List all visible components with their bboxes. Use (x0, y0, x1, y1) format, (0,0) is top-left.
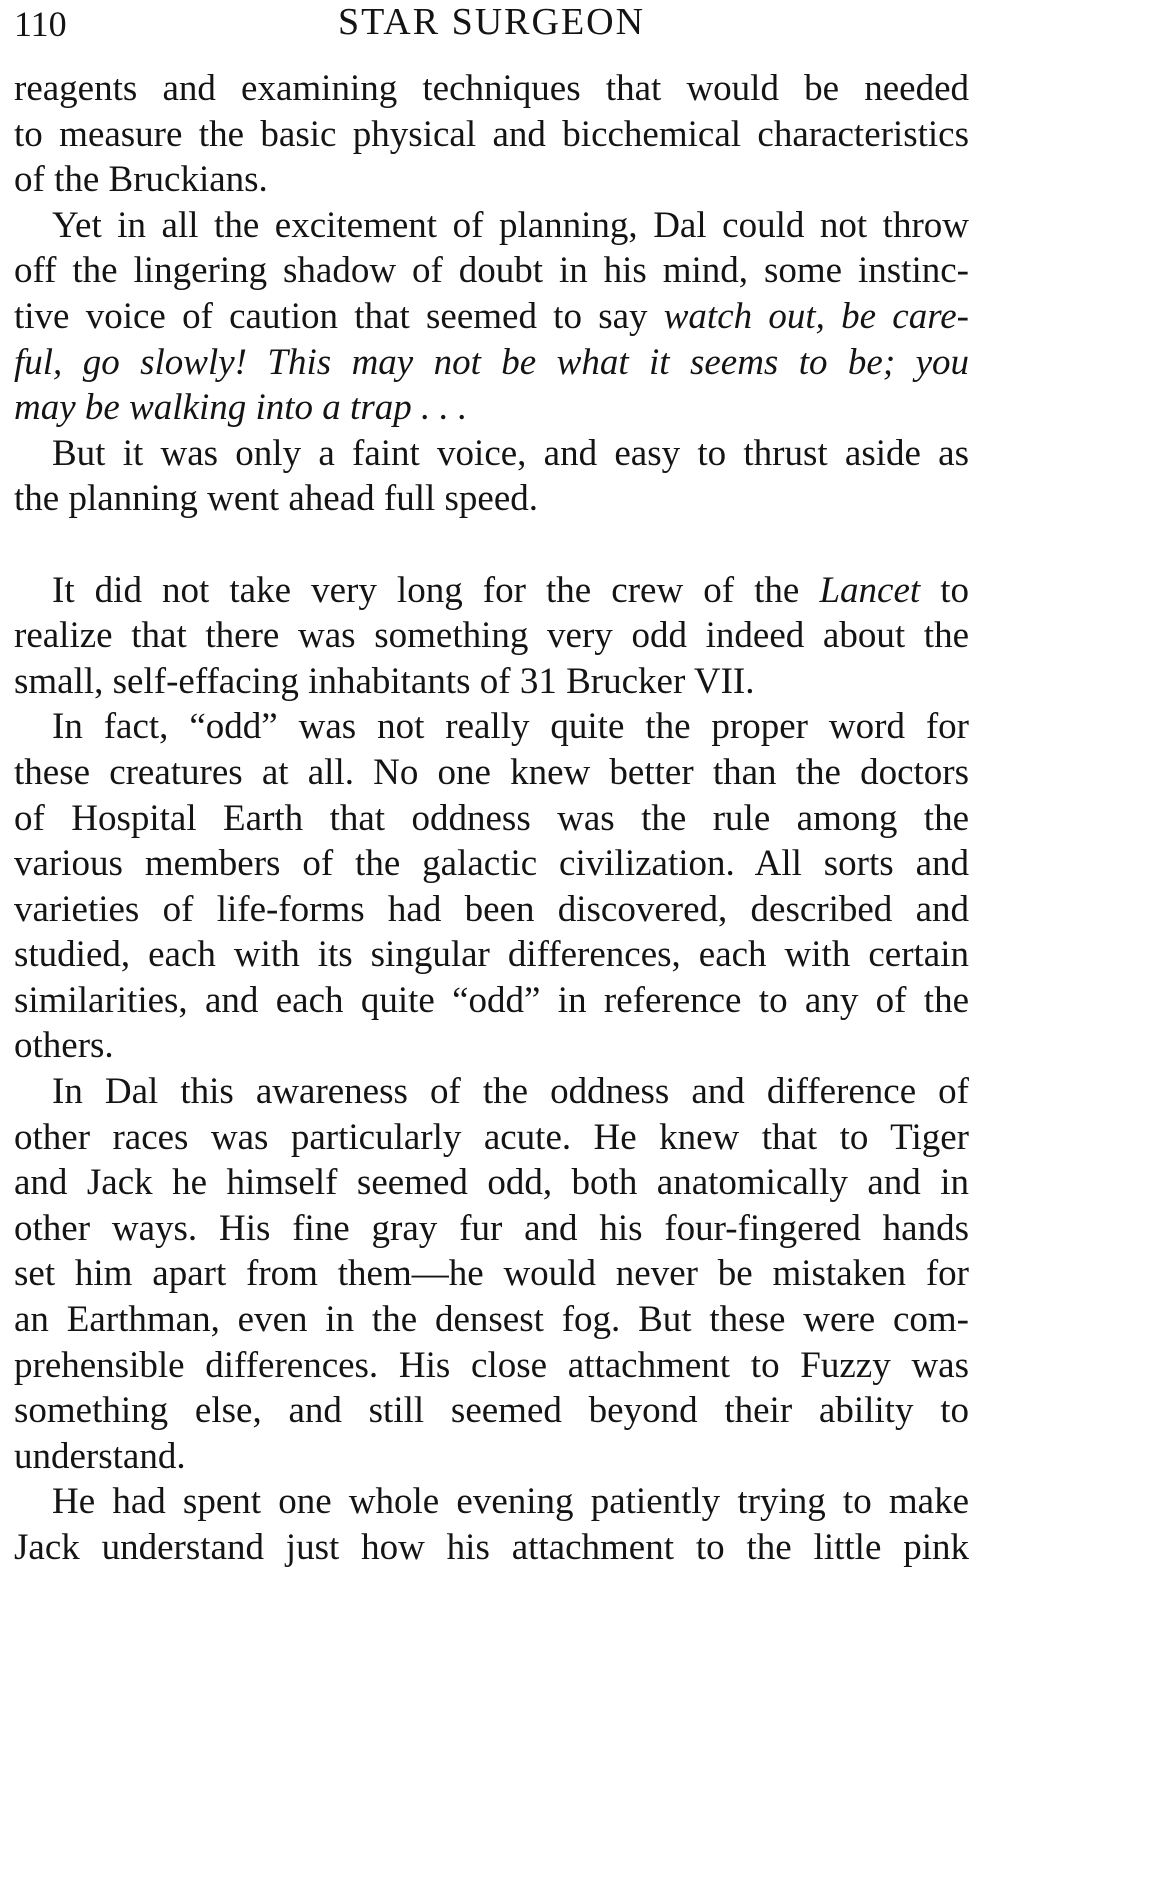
text-line: Jack understand just how his attachment to the little pink (14, 1527, 969, 1568)
text-line (14, 340, 969, 386)
text-line: varieties of life-forms had been discovered, described and (14, 888, 969, 930)
text-line: other races was particularly acute. He knew that to Tiger (14, 1116, 969, 1158)
text-line: prehensible differences. His close attachment to Fuzzy was (14, 1344, 969, 1386)
body-text (14, 66, 969, 1571)
text-line: these creatures at all. No one knew better than the doctors (14, 751, 969, 793)
text-line: and Jack he himself seemed odd, both anatomically and in (14, 1162, 969, 1204)
text-line: of Hospital Earth that oddness was the rule among the (14, 797, 969, 839)
italic-segment: Lancet (819, 569, 921, 611)
text-line: reagents and examining techniques that would be needed (14, 68, 969, 109)
text-line: of the Bruckians. (14, 159, 268, 201)
text-line: off the lingering shadow of doubt in his mind, some instinc- (14, 250, 969, 292)
text-line: small, self-effacing inhabitants of 31 Brucker VII. (14, 660, 755, 702)
italic-segment: may be walking into a trap . . . (14, 387, 468, 429)
text-line: Yet in all the excitement of planning, Dal could not throw (52, 204, 969, 246)
page-header (14, 0, 974, 48)
text-line (14, 568, 969, 614)
text-line: others. (14, 1025, 114, 1067)
text-segment: tive voice of caution that seemed to say (14, 295, 664, 337)
text-segment: to (920, 569, 969, 611)
page-number: 110 (14, 4, 67, 44)
italic-segment: watch out, be care- (663, 295, 969, 337)
text-line: studied, each with its singular differences, each with certain (14, 934, 969, 976)
italic-segment: ful, go slowly! This may not be what it seems to be; you (14, 341, 969, 383)
text-segment: It did not take very long for the crew of the (52, 569, 820, 611)
text-line: to measure the basic physical and bicchemical characteristics (14, 113, 969, 155)
running-title: STAR SURGEON (338, 1, 646, 43)
text-line: similarities, and each quite “odd” in reference to any of the (14, 979, 969, 1021)
text-line: something else, and still seemed beyond their ability to (14, 1390, 969, 1432)
text-line (14, 385, 969, 431)
section-break (14, 522, 969, 568)
text-line (14, 294, 969, 340)
text-line: In Dal this awareness of the oddness and difference of (52, 1071, 969, 1113)
text-line: other ways. His fine gray fur and his four-fingered hands (14, 1207, 969, 1249)
text-line: various members of the galactic civilization. All sorts and (14, 843, 969, 885)
text-line: the planning went ahead full speed. (14, 478, 538, 520)
text-line: set him apart from them—he would never be mistaken for (14, 1253, 969, 1295)
text-line: an Earthman, even in the densest fog. But these were com- (14, 1299, 969, 1341)
text-line: But it was only a faint voice, and easy to thrust aside as (52, 432, 969, 474)
text-line: In fact, “odd” was not really quite the proper word for (52, 706, 969, 748)
text-line: He had spent one whole evening patiently trying to make (52, 1481, 969, 1523)
text-line: understand. (14, 1435, 186, 1477)
text-line: realize that there was something very odd indeed about the (14, 615, 969, 657)
